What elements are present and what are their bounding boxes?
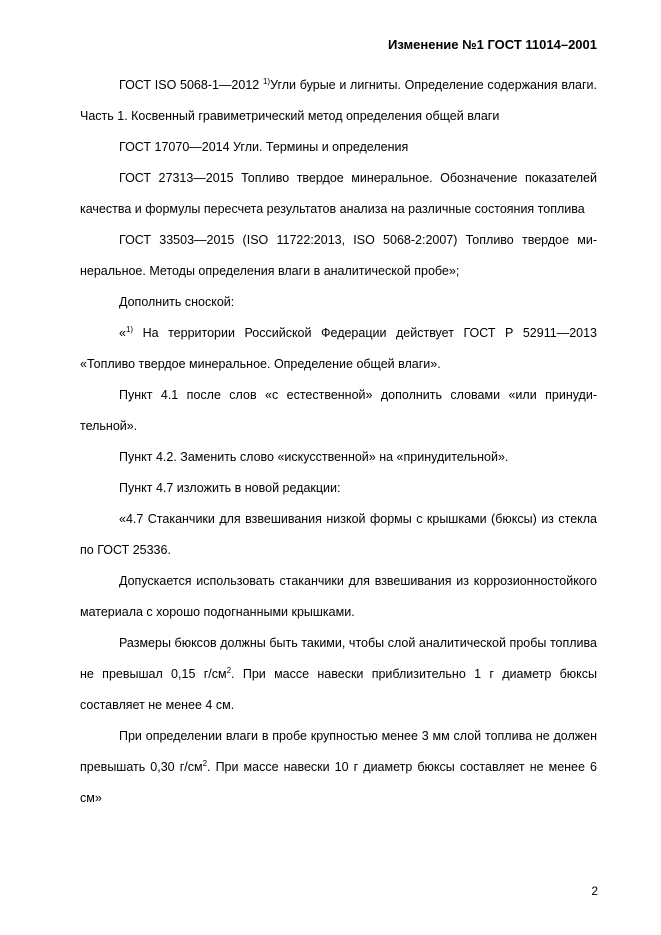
paragraph-text: . При массе навески приблизительно 1 г диаметр бюксы составляет не менее 4 см. <box>80 667 597 712</box>
paragraph-text: На территории Российской Федерации действует ГОСТ Р 52911—2013 «Топливо твердое минеральное. Определение общей влаги». <box>80 326 597 371</box>
superscript: 2 <box>226 666 232 675</box>
paragraph-text: Дополнить сноской: <box>119 295 235 309</box>
paragraph-text: « <box>119 326 126 340</box>
footnote-marker: 1) <box>262 77 271 86</box>
paragraph-text: Размеры бюксов должны быть такими, чтобы слой аналитической пробы топлива не превышал 0,15 г/см <box>80 636 597 681</box>
paragraph-add-footnote <box>80 287 597 318</box>
paragraph-text: . При массе навески 10 г диаметр бюксы составляет не менее 6 см» <box>80 760 597 805</box>
paragraph-item-4-7 <box>80 473 597 504</box>
paragraph-text: Угли бурые и лигниты. Определение содержания влаги. Часть 1. Косвенный гравиметрический метод определения общей влаги <box>80 78 597 123</box>
paragraph-footnote-text <box>80 318 597 380</box>
footnote-marker: 1) <box>125 325 134 334</box>
paragraph-item-4-2 <box>80 442 597 473</box>
paragraph-corrosion-resistant <box>80 566 597 628</box>
paragraph-gost-33503 <box>80 225 597 287</box>
paragraph-item-4-1 <box>80 380 597 442</box>
document-body <box>80 70 597 814</box>
paragraph-gost-iso-5068-1 <box>80 70 597 132</box>
paragraph-gost-17070 <box>80 132 597 163</box>
paragraph-text: Пункт 4.7 изложить в новой редакции: <box>119 481 341 495</box>
paragraph-gost-27313 <box>80 163 597 225</box>
superscript: 2 <box>202 759 208 768</box>
paragraph-text: Пункт 4.2. Заменить слово «искусственной» на «принудительной». <box>119 450 509 464</box>
paragraph-text: «4.7 Стаканчики для взвешивания низкой формы с крышками (бюксы) из стекла по ГОСТ 25336. <box>80 512 597 557</box>
document-header: Изменение №1 ГОСТ 11014–2001 <box>388 37 597 52</box>
paragraph-cup-sizes <box>80 628 597 721</box>
paragraph-text: ГОСТ 33503—2015 (ISO 11722:2013, ISO 5068-2:2007) Топливо твердое минеральное. Методы определения влаги в аналитической пробе»; <box>80 233 597 278</box>
paragraph-moisture-determination <box>80 721 597 814</box>
paragraph-text: Допускается использовать стаканчики для взвешивания из коррозионностойкого материала с хорошо подогнанными крышками. <box>80 574 597 619</box>
paragraph-weighing-cups <box>80 504 597 566</box>
paragraph-text: ГОСТ 27313—2015 Топливо твердое минеральное. Обозначение показателей качества и формулы пересчета результатов анализа на различные состояния топлива <box>80 171 597 216</box>
page-number: 2 <box>591 884 598 898</box>
paragraph-text: Пункт 4.1 после слов «с естественной» дополнить словами «или принудительной». <box>80 388 597 433</box>
paragraph-text: ГОСТ ISO 5068-1—2012 <box>119 78 263 92</box>
paragraph-text: ГОСТ 17070—2014 Угли. Термины и определения <box>119 140 409 154</box>
paragraph-text: При определении влаги в пробе крупностью менее 3 мм слой топлива не должен превышать 0,30 г/см <box>80 729 597 774</box>
